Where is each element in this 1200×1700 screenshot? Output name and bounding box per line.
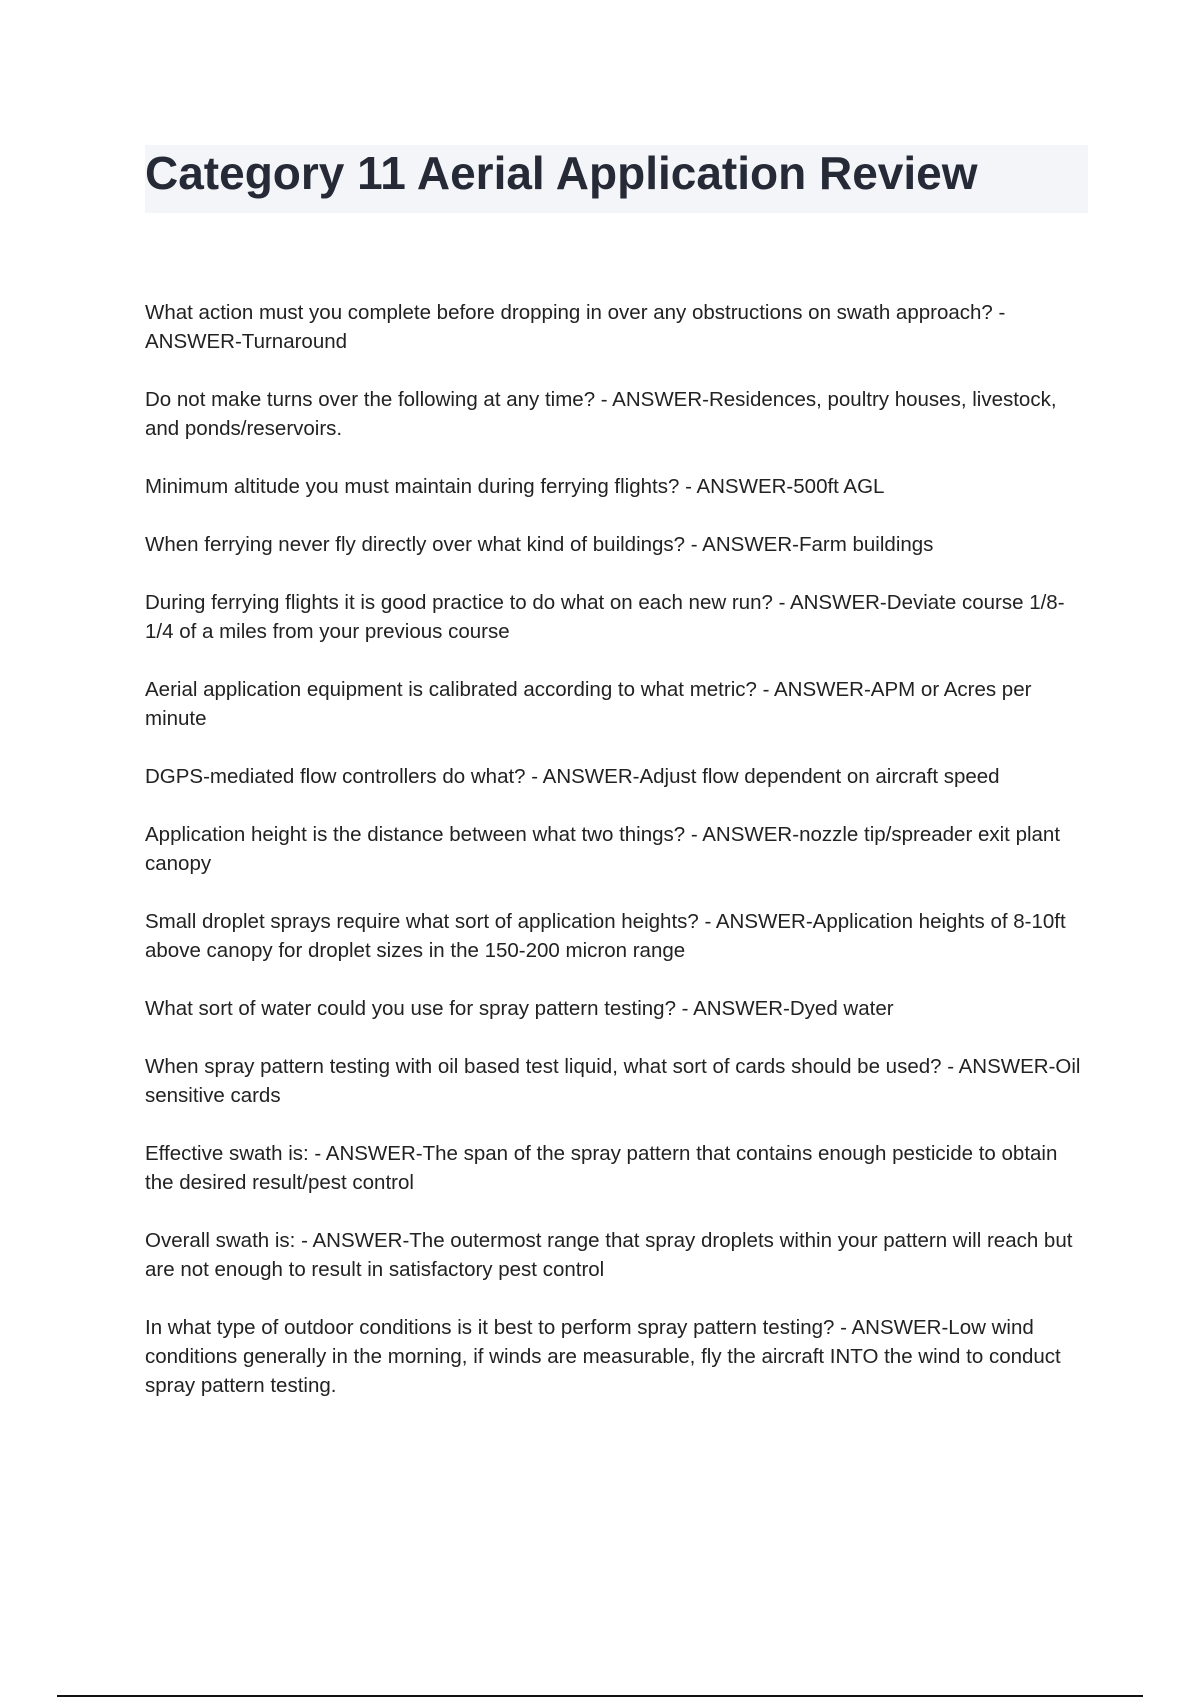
qa-item-11: When spray pattern testing with oil based test liquid, what sort of cards should be used? - ANSWER-Oil sensitive cards (145, 1055, 1081, 1107)
qa-item-8: Application height is the distance between what two things? - ANSWER-nozzle tip/spreader exit plant canopy (145, 823, 1061, 875)
qa-item-9: Small droplet sprays require what sort of application heights? - ANSWER-Application heights of 8-10ft above canopy for droplet sizes in the 150-200 micron range (145, 910, 1066, 962)
page-bottom-rule (57, 1695, 1143, 1697)
qa-item-2: Do not make turns over the following at any time? - ANSWER-Residences, poultry houses, livestock, and ponds/reservoirs. (145, 388, 1057, 440)
qa-item-12: Effective swath is: - ANSWER-The span of the spray pattern that contains enough pesticide to obtain the desired result/pest control (145, 1142, 1058, 1194)
document-title: Category 11 Aerial Application Review (145, 147, 978, 199)
qa-item-3: Minimum altitude you must maintain during ferrying flights? - ANSWER-500ft AGL (145, 475, 885, 498)
qa-item-14: In what type of outdoor conditions is it best to perform spray pattern testing? - ANSWER-Low wind conditions generally in the morning, if winds are measurable, fly the aircraft INTO the wind to conduct spray pattern testing. (145, 1316, 1061, 1397)
qa-item-10: What sort of water could you use for spray pattern testing? - ANSWER-Dyed water (145, 997, 894, 1020)
qa-item-7: DGPS-mediated flow controllers do what? - ANSWER-Adjust flow dependent on aircraft speed (145, 765, 1000, 788)
qa-item-13: Overall swath is: - ANSWER-The outermost range that spray droplets within your pattern will reach but are not enough to result in satisfactory pest control (145, 1229, 1073, 1281)
qa-item-4: When ferrying never fly directly over what kind of buildings? - ANSWER-Farm buildings (145, 533, 934, 556)
qa-item-5: During ferrying flights it is good practice to do what on each new run? - ANSWER-Deviate course 1/8-1/4 of a miles from your previous course (145, 591, 1065, 643)
qa-item-6: Aerial application equipment is calibrated according to what metric? - ANSWER-APM or Acres per minute (145, 678, 1032, 730)
qa-list (145, 298, 1085, 1429)
qa-item-1: What action must you complete before dropping in over any obstructions on swath approach? - ANSWER-Turnaround (145, 301, 1006, 353)
